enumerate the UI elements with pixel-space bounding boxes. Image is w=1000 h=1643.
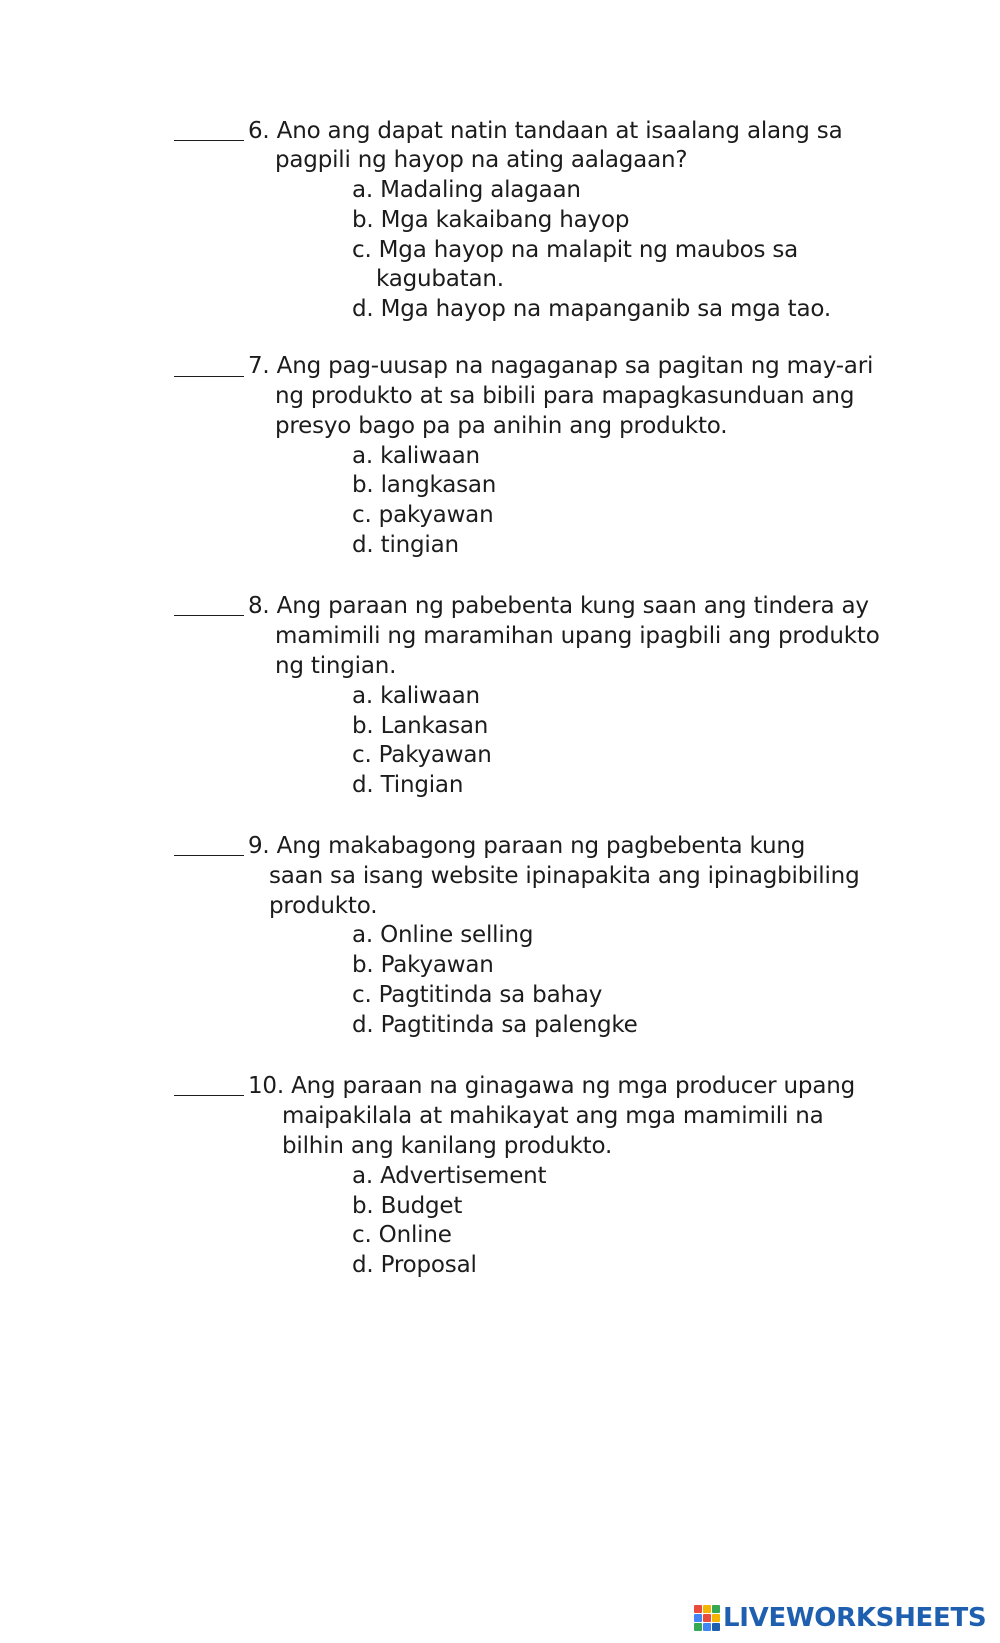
question-text-line: 8. Ang paraan ng pabebenta kung saan ang tindera ay [248, 593, 869, 619]
liveworksheets-logo[interactable] [694, 1603, 986, 1633]
choice-10b[interactable]: b. Budget [352, 1193, 463, 1219]
question-text-line: saan sa isang website ipinapakita ang ipinagbibiling [269, 863, 860, 889]
choice-7c[interactable]: c. pakyawan [352, 502, 494, 528]
question-text-line: mamimili ng maramihan upang ipagbili ang produkto [275, 623, 880, 649]
choice-6a[interactable]: a. Madaling alagaan [352, 177, 581, 203]
choice-7a[interactable]: a. kaliwaan [352, 443, 480, 469]
choice-6d[interactable]: d. Mga hayop na mapanganib sa mga tao. [352, 296, 831, 322]
answer-blank-6[interactable] [174, 140, 244, 141]
choice-8c[interactable]: c. Pakyawan [352, 742, 492, 768]
logo-square [703, 1614, 711, 1622]
question-text-line: pagpili ng hayop na ating aalagaan? [275, 147, 688, 173]
question-text-line: 7. Ang pag-uusap na nagaganap sa pagitan ng may-ari [248, 353, 874, 379]
answer-blank-9[interactable] [174, 855, 244, 856]
question-text-line: 10. Ang paraan na ginagawa ng mga producer upang [248, 1073, 855, 1099]
choice-9d[interactable]: d. Pagtitinda sa palengke [352, 1012, 638, 1038]
logo-square [694, 1623, 702, 1631]
answer-blank-7[interactable] [174, 376, 244, 377]
question-text-line: 6. Ano ang dapat natin tandaan at isaalang alang sa [248, 118, 843, 144]
logo-square [712, 1605, 720, 1613]
choice-10d[interactable]: d. Proposal [352, 1252, 477, 1278]
choice-9b[interactable]: b. Pakyawan [352, 952, 494, 978]
choice-9a[interactable]: a. Online selling [352, 922, 534, 948]
liveworksheets-logo-icon [694, 1605, 720, 1631]
choice-6b[interactable]: b. Mga kakaibang hayop [352, 207, 630, 233]
choice-6c[interactable]: c. Mga hayop na malapit ng maubos sa [352, 237, 799, 263]
choice-10c[interactable]: c. Online [352, 1222, 452, 1248]
choice-8a[interactable]: a. kaliwaan [352, 683, 480, 709]
logo-square [703, 1623, 711, 1631]
logo-square [694, 1605, 702, 1613]
question-text-line: bilhin ang kanilang produkto. [282, 1133, 613, 1159]
answer-blank-8[interactable] [174, 615, 244, 616]
question-text-line: produkto. [269, 893, 378, 919]
question-text-line: ng tingian. [275, 653, 397, 679]
choice-8b[interactable]: b. Lankasan [352, 713, 489, 739]
question-text-line: 9. Ang makabagong paraan ng pagbebenta kung [248, 833, 806, 859]
logo-square [712, 1614, 720, 1622]
logo-text: LIVEWORKSHEETS [723, 1603, 987, 1633]
answer-blank-10[interactable] [174, 1095, 244, 1096]
choice-10a[interactable]: a. Advertisement [352, 1163, 547, 1189]
choice-6c-continued[interactable]: kagubatan. [376, 266, 504, 292]
choice-8d[interactable]: d. Tingian [352, 772, 464, 798]
logo-square [694, 1614, 702, 1622]
question-text-line: maipakilala at mahikayat ang mga mamimili na [282, 1103, 824, 1129]
choice-7d[interactable]: d. tingian [352, 532, 459, 558]
logo-square [712, 1623, 720, 1631]
question-text-line: presyo bago pa pa anihin ang produkto. [275, 413, 728, 439]
choice-7b[interactable]: b. langkasan [352, 472, 497, 498]
choice-9c[interactable]: c. Pagtitinda sa bahay [352, 982, 603, 1008]
question-text-line: ng produkto at sa bibili para mapagkasunduan ang [275, 383, 855, 409]
logo-square [703, 1605, 711, 1613]
